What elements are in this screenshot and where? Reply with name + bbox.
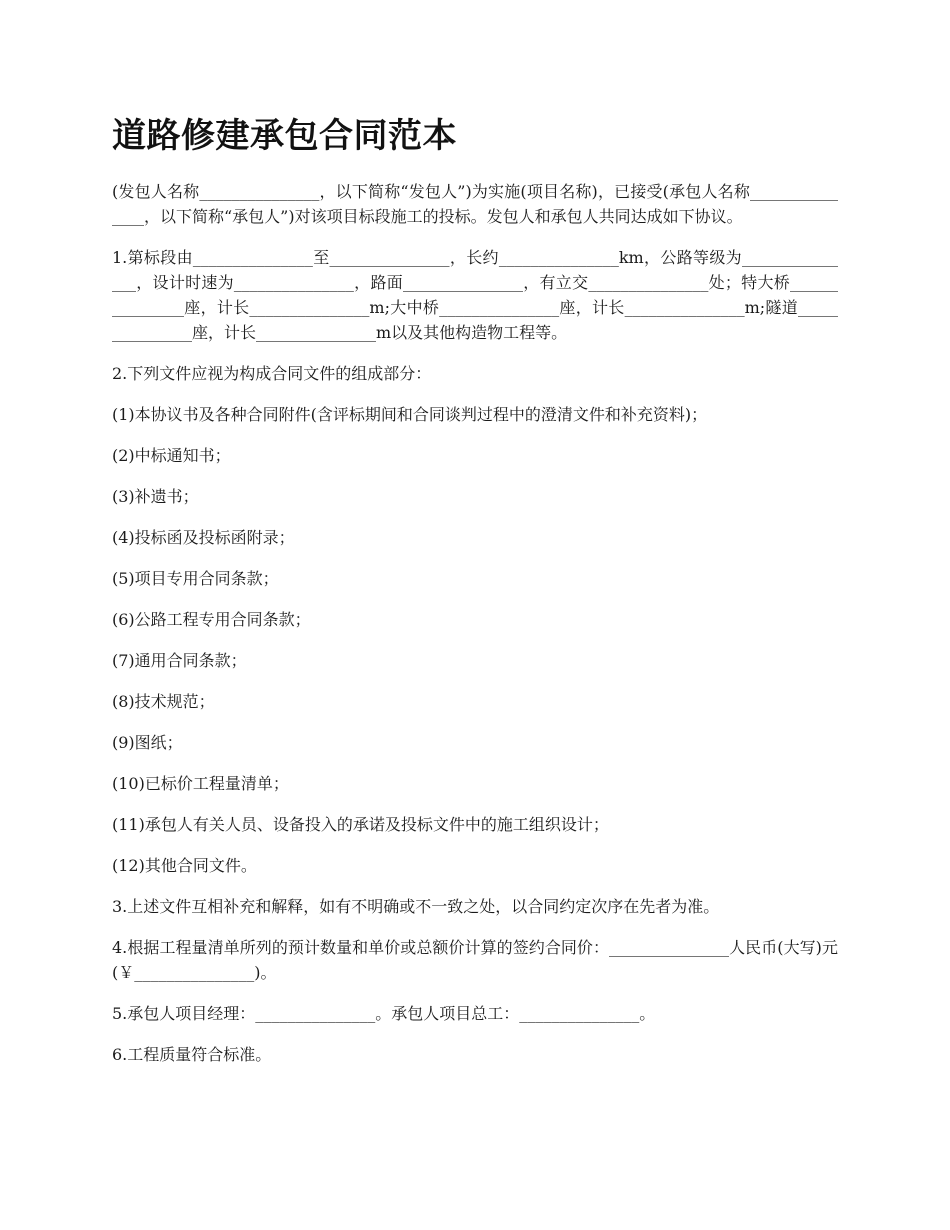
document-list-item-2: (2)中标通知书； (112, 446, 231, 465)
document-list-item-6: (6)公路工程专用合同条款； (112, 610, 311, 629)
clause-4-paragraph: 4.根据工程量清单所列的预计数量和单价或总额价计算的签约合同价：_______________人民币(大写)元(￥_______________)。 (112, 938, 838, 982)
document-list-item-7: (7)通用合同条款； (112, 651, 247, 670)
document-list-item-4: (4)投标函及投标函附录； (112, 528, 295, 547)
document-list-item-11: (11)承包人有关人员、设备投入的承诺及投标文件中的施工组织设计； (112, 815, 609, 834)
document-list-item-9: (9)图纸； (112, 733, 183, 752)
document-page (112, 108, 838, 1083)
document-list-item-8: (8)技术规范； (112, 692, 215, 711)
clause-1-paragraph: 1.第标段由_______________至_______________，长约_______________km，公路等级为_______________，设计时速为_______________，路面_______________，有立交_______________处；特大桥_______________座，计长_______________m;大中桥_______________座，计长_______________m;隧道_______________座，计长_______________m以及其他构造物工程等。 (112, 248, 838, 342)
document-list-item-1: (1)本协议书及各种合同附件(含评标期间和合同谈判过程中的澄清文件和补充资料)； (112, 405, 708, 424)
clause-5-paragraph: 5.承包人项目经理：_______________。承包人项目总工：_______________。 (112, 1004, 656, 1023)
document-list-item-10: (10)已标价工程量清单； (112, 774, 289, 793)
clause-3-paragraph: 3.上述文件互相补充和解释，如有不明确或不一致之处，以合同约定次序在先者为准。 (112, 897, 720, 916)
document-title: 道路修建承包合同范本 (112, 116, 457, 156)
document-list-item-3: (3)补遗书； (112, 487, 199, 506)
clause-2-paragraph: 2.下列文件应视为构成合同文件的组成部分： (112, 364, 432, 383)
clause-6-paragraph: 6.工程质量符合标准。 (112, 1045, 272, 1064)
document-list-item-5: (5)项目专用合同条款； (112, 569, 279, 588)
document-list-item-12: (12)其他合同文件。 (112, 856, 257, 875)
intro-paragraph: (发包人名称_______________，以下简称“发包人”)为实施(项目名称)，已接受(承包人名称_______________，以下简称“承包人”)对该项目标段施工的投标。发包人和承包人共同达成如下协议。 (112, 182, 838, 226)
